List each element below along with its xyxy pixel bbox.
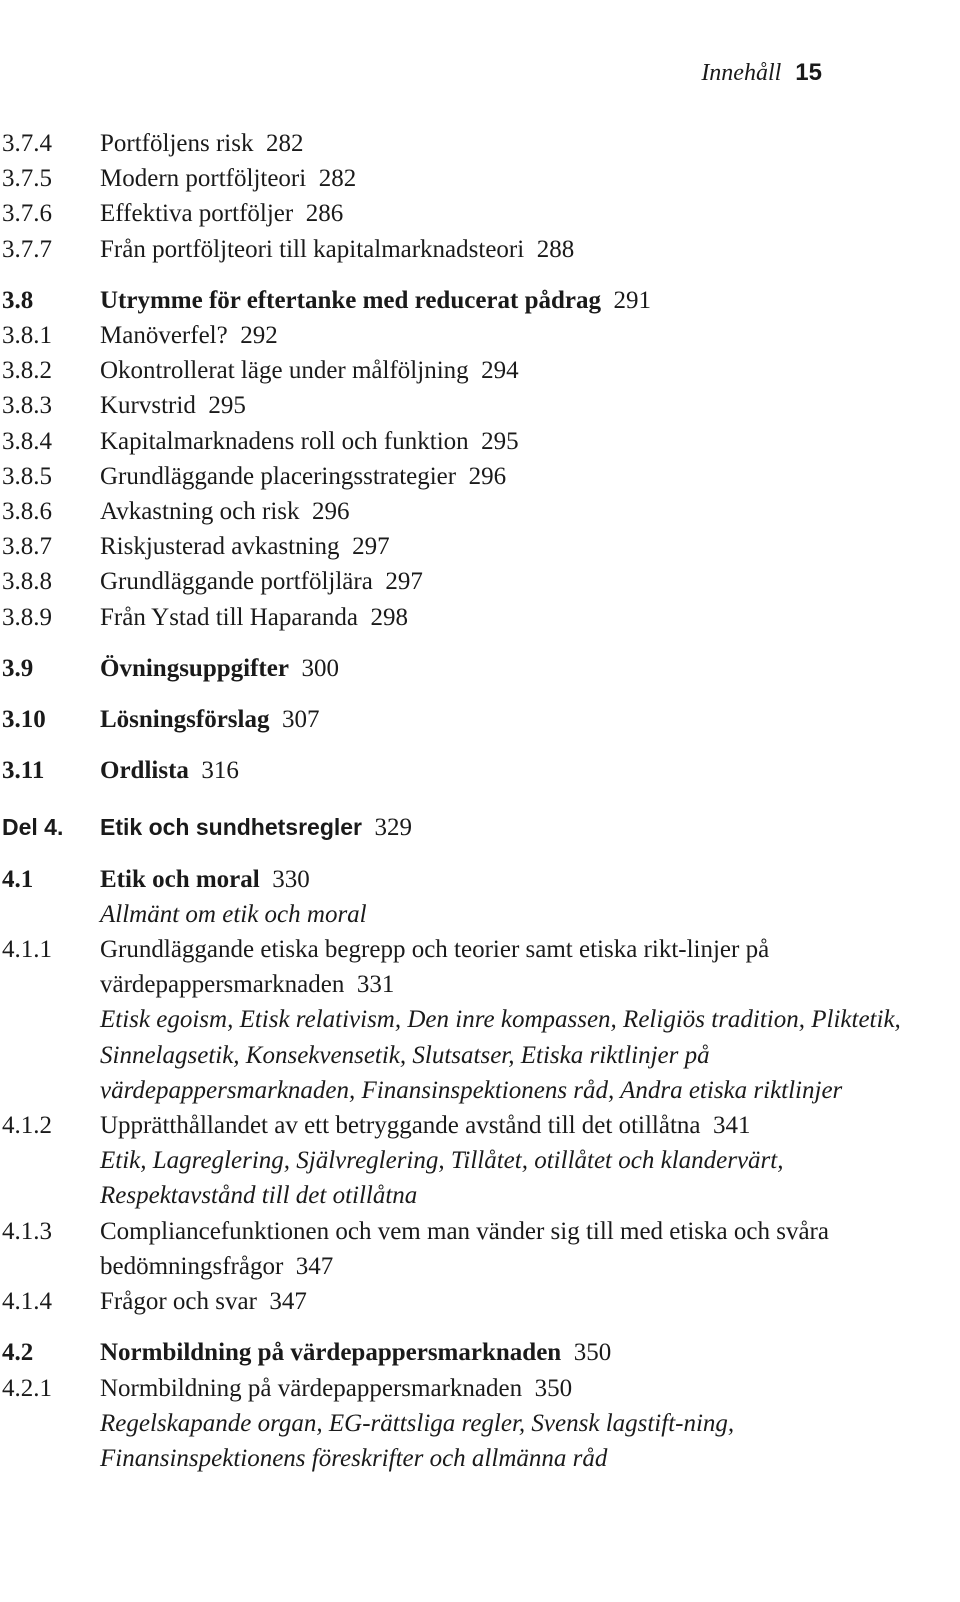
toc-entry [2, 196, 912, 231]
toc-subtopics [2, 1002, 912, 1108]
entry-page: 347 [269, 1288, 307, 1316]
entry-number: 4.1.2 [2, 1112, 52, 1140]
entry-title: Effektiva portföljer [100, 200, 294, 228]
toc-part-heading [2, 810, 912, 845]
entry-title: Kapitalmarknadens roll och funktion [100, 427, 469, 455]
entry-page: 341 [713, 1112, 751, 1140]
toc-entry [2, 161, 912, 196]
subtopic-text: Etisk egoism, Etisk relativism, Den inre kompassen, Religiös tradition, Pliktetik, Sinnelagsetik, Konsekvensetik, Slutsatser, Etiska riktlinjer på värdepappersmarknaden, Finansinspektionens råd, Andra etiska riktlinjer [100, 1006, 901, 1104]
entry-page: 307 [281, 706, 320, 734]
toc-entry [2, 388, 912, 423]
toc-entry [2, 564, 912, 599]
toc-section-entry [2, 753, 912, 788]
part-title: Etik och sundhetsregler [100, 814, 363, 841]
toc-entry [2, 494, 912, 529]
toc-entry [2, 1284, 912, 1319]
entry-number: 3.7.6 [2, 200, 52, 228]
toc-entry [2, 1108, 912, 1143]
entry-page: 296 [468, 462, 507, 490]
toc-entry [2, 126, 912, 161]
entry-title: Grundläggande placeringsstrategier [100, 462, 457, 490]
toc-section-entry [2, 1335, 912, 1370]
toc-entry [2, 424, 912, 459]
entry-number: 4.1.3 [2, 1217, 52, 1245]
entry-page: 294 [481, 357, 519, 385]
entry-page: 347 [295, 1252, 334, 1280]
toc-entry [2, 232, 912, 267]
subtopic-text: Allmänt om etik och moral [100, 900, 367, 928]
entry-page: 295 [208, 392, 246, 420]
entry-page: 316 [201, 757, 239, 785]
part-number: Del 4. [2, 814, 64, 841]
entry-title: Etik och moral [100, 865, 260, 893]
entry-number: 3.8.5 [2, 462, 52, 490]
toc-subtopics [2, 1143, 912, 1213]
entry-page: 295 [481, 427, 519, 455]
entry-number: 3.8.3 [2, 392, 52, 420]
entry-title: Grundläggande etiska begrepp och teorier samt etiska rikt-linjer på värdepappersmarknaden [100, 936, 770, 999]
entry-number: 3.10 [2, 706, 46, 734]
entry-title: Compliancefunktionen och vem man vänder sig till med etiska och svåra bedömningsfrågor [100, 1217, 829, 1280]
entry-page: 288 [536, 235, 575, 263]
entry-page: 350 [573, 1339, 612, 1367]
entry-title: Övningsuppgifter [100, 654, 289, 682]
header-title: Innehåll [701, 60, 782, 86]
toc-entry [2, 1371, 912, 1406]
toc-entry [2, 318, 912, 353]
entry-number: 3.8.6 [2, 498, 52, 526]
entry-title: Utrymme för eftertanke med reducerat pådrag [100, 286, 602, 314]
entry-number: 3.11 [2, 757, 45, 785]
entry-page: 330 [272, 865, 310, 893]
entry-number: 3.8.9 [2, 603, 52, 631]
toc-entry [2, 600, 912, 635]
entry-title: Avkastning och risk [100, 498, 300, 526]
entry-number: 3.8 [2, 286, 34, 314]
entry-title: Riskjusterad avkastning [100, 533, 340, 561]
header-page-number: 15 [795, 59, 822, 86]
entry-number: 3.8.7 [2, 533, 52, 561]
entry-title: Grundläggande portföljlära [100, 568, 373, 596]
entry-page: 329 [374, 814, 413, 842]
entry-title: Lösningsförslag [100, 706, 270, 734]
entry-page: 300 [301, 654, 339, 682]
entry-title: Portföljens risk [100, 130, 254, 157]
entry-number: 4.2 [2, 1339, 34, 1367]
entry-page: 298 [370, 603, 409, 631]
entry-title: Normbildning på värdepappersmarknaden [100, 1374, 523, 1402]
subtopic-text: Regelskapande organ, EG-rättsliga regler, Svensk lagstift-ning, Finansinspektionens föreskrifter och allmänna råd [100, 1409, 735, 1472]
toc-entry [2, 529, 912, 564]
entry-page: 331 [356, 971, 395, 999]
subtopic-text: Etik, Lagreglering, Självreglering, Tillåtet, otillåtet och klandervärt, Respektavstånd till det otillåtna [100, 1147, 784, 1210]
entry-number: 3.7.5 [2, 165, 52, 193]
entry-number: 3.7.7 [2, 235, 52, 263]
entry-page: 286 [305, 200, 344, 228]
toc-section-entry [2, 862, 912, 897]
entry-title: Okontrollerat läge under målföljning [100, 357, 469, 385]
entry-page: 297 [352, 533, 390, 561]
table-of-contents [2, 126, 912, 1476]
entry-number: 3.9 [2, 654, 34, 682]
entry-title: Kurvstrid [100, 392, 196, 420]
entry-number: 4.1.1 [2, 936, 52, 964]
toc-entry [2, 459, 912, 494]
entry-title: Manöverfel? [100, 322, 228, 350]
toc-section-entry [2, 702, 912, 737]
entry-page: 296 [312, 498, 350, 526]
entry-number: 3.7.4 [2, 130, 52, 157]
entry-number: 4.1.4 [2, 1288, 52, 1316]
toc-entry [2, 1214, 912, 1284]
entry-number: 4.2.1 [2, 1374, 52, 1402]
toc-section-entry [2, 651, 912, 686]
entry-title: Frågor och svar [100, 1288, 257, 1316]
toc-subtopics [2, 1406, 912, 1476]
entry-title: Ordlista [100, 757, 189, 785]
toc-subtopics [2, 897, 912, 932]
entry-number: 3.8.4 [2, 427, 52, 455]
entry-number: 3.8.1 [2, 322, 52, 350]
toc-entry [2, 353, 912, 388]
entry-title: Upprätthållandet av ett betryggande avstånd till det otillåtna [100, 1112, 701, 1140]
entry-number: 3.8.8 [2, 568, 52, 596]
entry-page: 282 [318, 165, 357, 193]
running-header [701, 58, 822, 88]
entry-title: Från portföljteori till kapitalmarknadsteori [100, 235, 525, 263]
entry-page: 292 [240, 322, 278, 350]
entry-title: Från Ystad till Haparanda [100, 603, 359, 631]
toc-entry [2, 932, 912, 1002]
entry-title: Modern portföljteori [100, 165, 307, 193]
toc-section-entry [2, 283, 912, 318]
entry-title: Normbildning på värdepappersmarknaden [100, 1339, 562, 1367]
entry-number: 3.8.2 [2, 357, 52, 385]
entry-page: 291 [613, 286, 652, 314]
entry-page: 297 [385, 568, 423, 596]
entry-page: 282 [265, 130, 304, 157]
entry-number: 4.1 [2, 865, 34, 893]
entry-page: 350 [534, 1374, 573, 1402]
